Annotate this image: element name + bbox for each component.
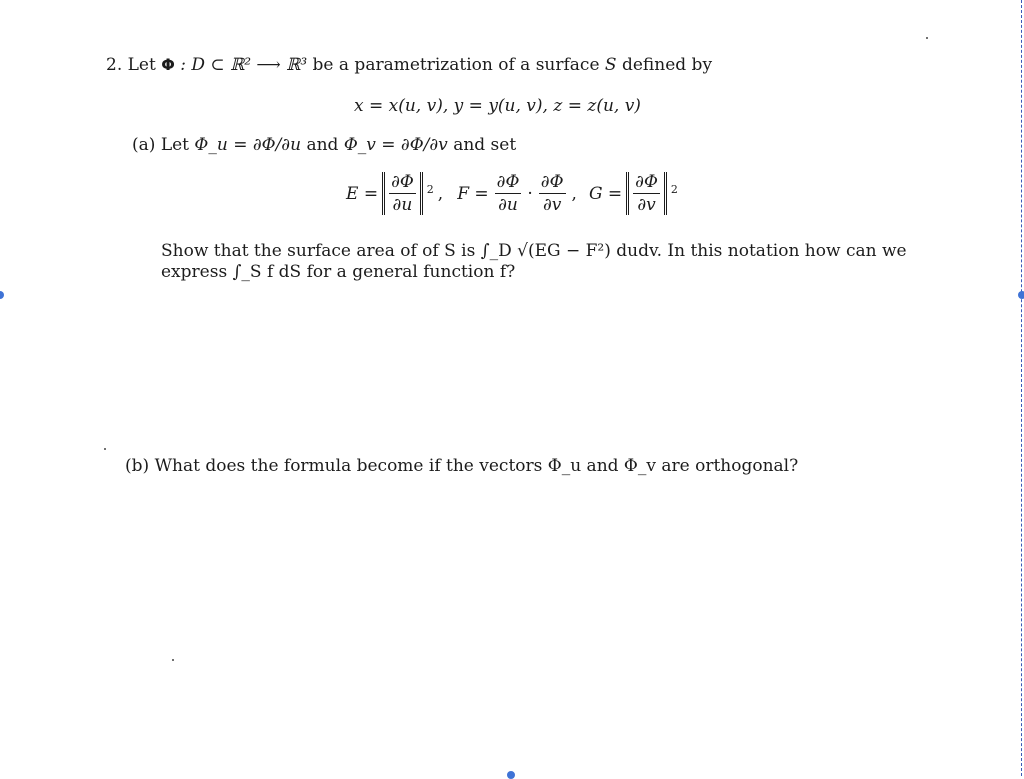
- resize-handle-right[interactable]: [1018, 291, 1024, 299]
- G-denominator: ∂v: [637, 195, 656, 215]
- part-a-question-line2: express ∫_S f dS for a general function f?: [161, 262, 516, 282]
- speck: [926, 37, 928, 39]
- E-norm: [382, 172, 423, 215]
- G-norm: [626, 172, 667, 215]
- E-numerator: ∂Φ: [391, 172, 414, 192]
- intro-rest: be a parametrization of a surface: [312, 55, 600, 75]
- problem-intro: [106, 55, 712, 75]
- F-denominator-u: ∂u: [498, 195, 518, 215]
- F-fraction-u: [495, 172, 522, 215]
- part-a-definition: [132, 135, 516, 155]
- part-b: [125, 456, 798, 476]
- E-lhs: E =: [346, 183, 379, 204]
- part-b-label: (b): [125, 456, 150, 476]
- F-numerator-v: ∂Φ: [540, 172, 564, 192]
- G-numerator: ∂Φ: [635, 172, 658, 192]
- E-fraction: [389, 172, 416, 215]
- resize-handle-bottom[interactable]: [507, 771, 515, 779]
- phi-symbol: Φ: [161, 55, 175, 74]
- phi-v-definition: Φ_v = ∂Φ/∂v: [343, 135, 448, 155]
- efg-equation: [346, 172, 678, 215]
- E-comma: ,: [437, 183, 444, 204]
- G-lhs: G =: [588, 183, 623, 204]
- selection-border: [1021, 0, 1022, 776]
- intro-let: Let: [127, 55, 156, 75]
- F-denominator-v: ∂v: [542, 195, 562, 215]
- part-a-let: Let: [160, 135, 189, 155]
- F-lhs: F =: [457, 183, 489, 204]
- speck: [104, 448, 106, 450]
- part-a-and: and: [306, 135, 339, 155]
- map-domain: : D ⊂ ℝ² ⟶ ℝ³: [180, 55, 308, 75]
- problem-number: 2.: [106, 55, 123, 75]
- F-dot: ·: [527, 183, 533, 204]
- F-fraction-v: [539, 172, 566, 215]
- surface-symbol: S: [604, 55, 617, 75]
- part-b-question: What does the formula become if the vectors Φ_u and Φ_v are orthogonal?: [154, 456, 799, 476]
- part-a-label: (a): [132, 135, 156, 155]
- part-a-and-set: and set: [453, 135, 517, 155]
- intro-end: defined by: [621, 55, 713, 75]
- resize-handle-left[interactable]: [0, 291, 4, 299]
- E-square: 2: [426, 182, 434, 196]
- param-equation: x = x(u, v), y = y(u, v), z = z(u, v): [354, 96, 641, 116]
- part-a-question-line1: Show that the surface area of of S is ∫_D √(EG − F²) dudv. In this notation how can we: [161, 241, 907, 261]
- G-fraction: [633, 172, 660, 215]
- F-numerator-u: ∂Φ: [496, 172, 520, 192]
- F-comma: ,: [571, 183, 577, 204]
- G-square: 2: [670, 182, 678, 196]
- speck: [172, 659, 174, 661]
- E-denominator: ∂u: [392, 195, 413, 215]
- phi-u-definition: Φ_u = ∂Φ/∂u: [194, 135, 302, 155]
